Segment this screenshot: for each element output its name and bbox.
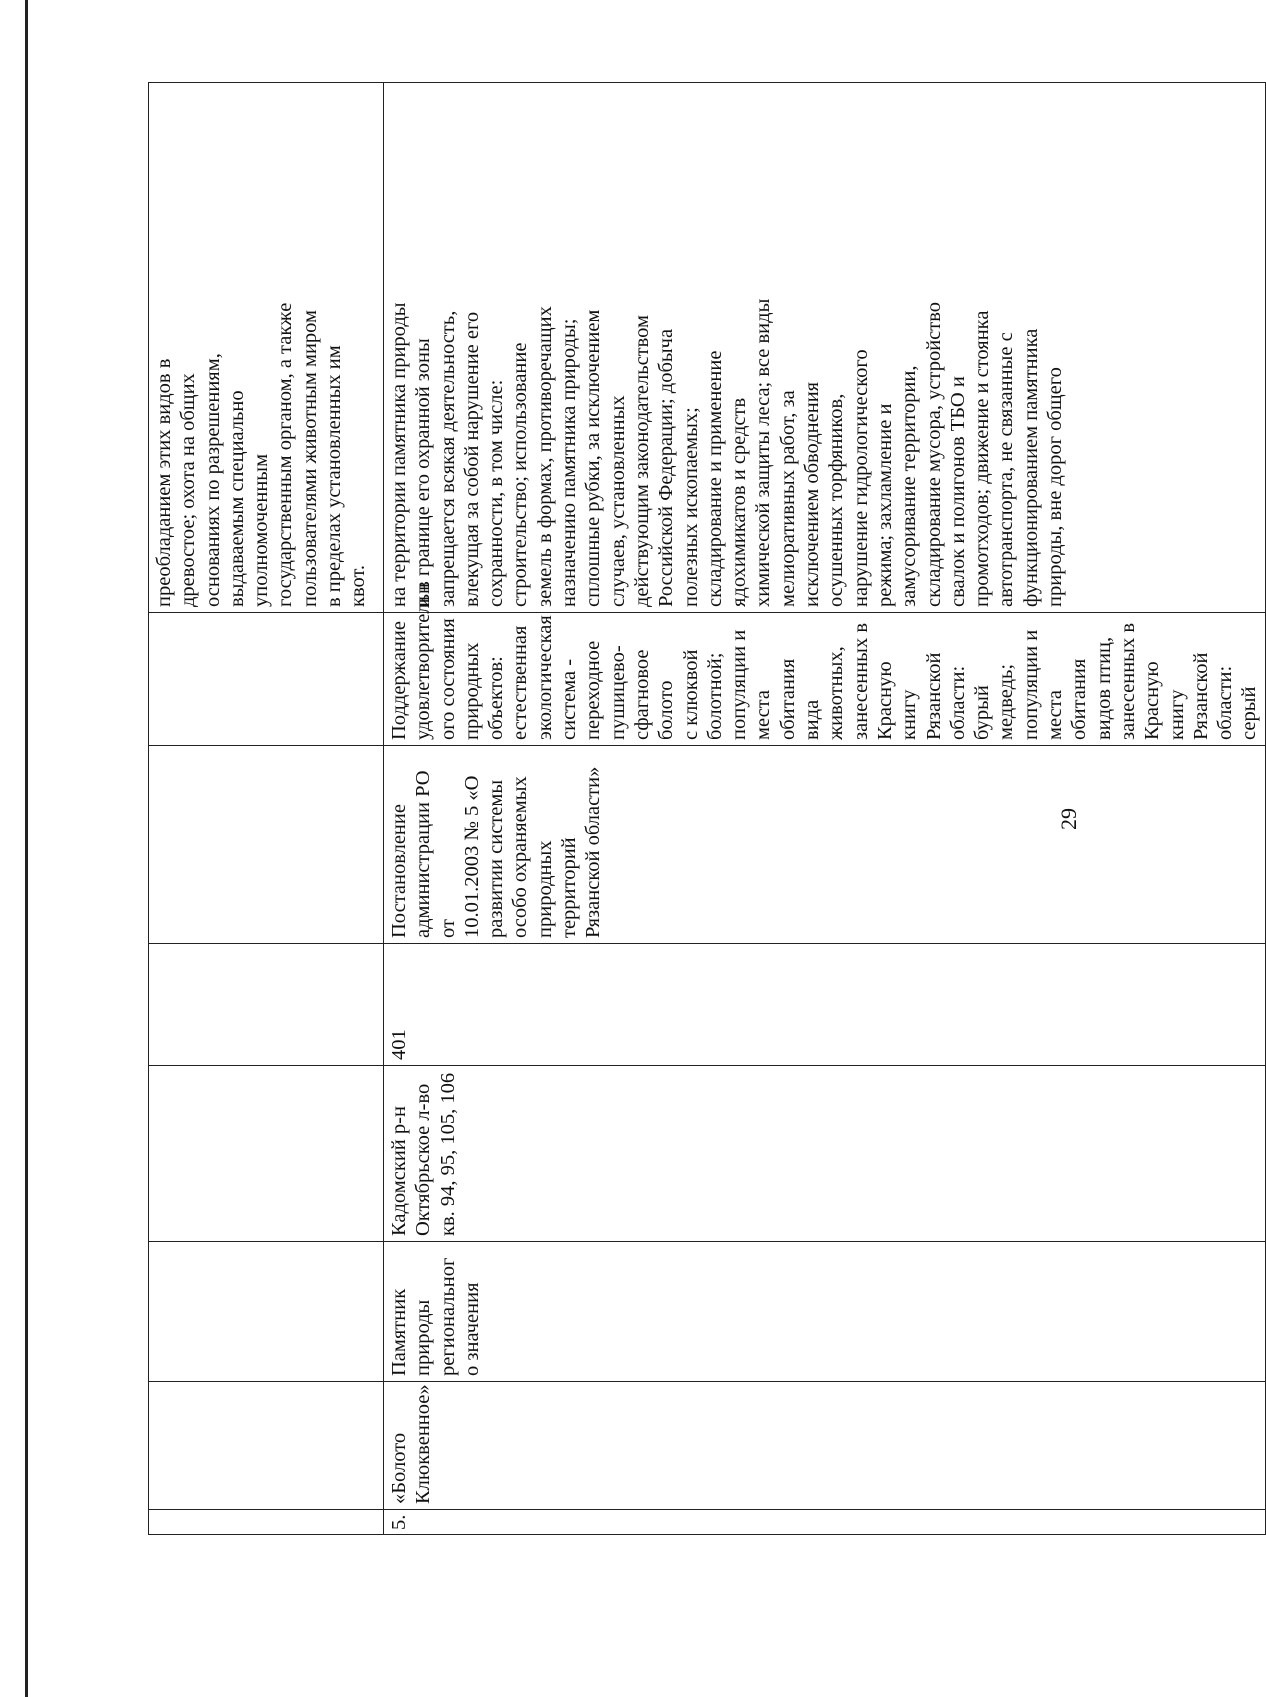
cell-name-empty bbox=[149, 1382, 384, 1510]
continuation-row bbox=[149, 83, 384, 1535]
cell-area-empty bbox=[149, 944, 384, 1066]
cell-num-empty bbox=[149, 1510, 384, 1535]
cell-row-number: 5. bbox=[384, 1510, 1266, 1535]
cell-location-empty bbox=[149, 1066, 384, 1242]
cell-object-name: «Болото Клюквенное» bbox=[384, 1382, 1266, 1510]
cell-category: Памятник природы региональног о значения bbox=[384, 1242, 1266, 1382]
cell-regime: на территории памятника природы и в границе его охранной зоны запрещается всякая деятельность, влекущая за собой нарушение его сохранности, в том числе: строительство; использование земель в формах, противоречащих назначению памятника природы; сплошные рубки, за исключением случаев, установленных действующим законодательством Российской Федерации; добыча полезных ископаемых; складирование и применение ядохимикатов и средств химической защиты леса; все виды мелиоративных работ, за исключением обводнения осушенных торфяников, нарушение гидрологического режима; захламление и замусоривание территории, складирование мусора, устройство свалок и полигонов ТБО и промотходов; движение и стоянка автотранспорта, не связанные с функционированием памятника природы, вне дорог общего bbox=[384, 83, 1266, 613]
cell-location: Кадомский р-н Октябрьское л-во кв. 94, 95, 105, 106 bbox=[384, 1066, 1266, 1242]
cell-regime-continued: преобладанием этих видов в древостое; охота на общих основаниях по разрешениям, выдаваемым специально уполномоченным государственным органом, а также пользователями животным миром в пределах установленных им квот. bbox=[149, 83, 384, 613]
cell-purpose: Поддержание удовлетворительн ого состояния природных объектов: естественная экологическая система - переходное пушицево- сфагновое болото с клюквой болотной; популяции и места обитания вида животных, занесенных в Красную книгу Рязанской области: бурый медведь; популяции и места обитания видов птиц, занесенных в Красную книгу Рязанской области: серый bbox=[384, 613, 1266, 746]
protected-areas-table bbox=[148, 82, 1266, 1535]
table-row bbox=[384, 83, 1266, 1535]
scan-edge-line bbox=[25, 0, 28, 1697]
cell-document-empty bbox=[149, 746, 384, 944]
cell-legal-document: Постановление администрации РО от 10.01.2003 № 5 «О развитии системы особо охраняемых природных территорий Рязанской области» bbox=[384, 746, 1266, 944]
cell-purpose-empty bbox=[149, 613, 384, 746]
page-number: 29 bbox=[1056, 808, 1081, 830]
cell-area: 401 bbox=[384, 944, 1266, 1066]
cell-category-empty bbox=[149, 1242, 384, 1382]
